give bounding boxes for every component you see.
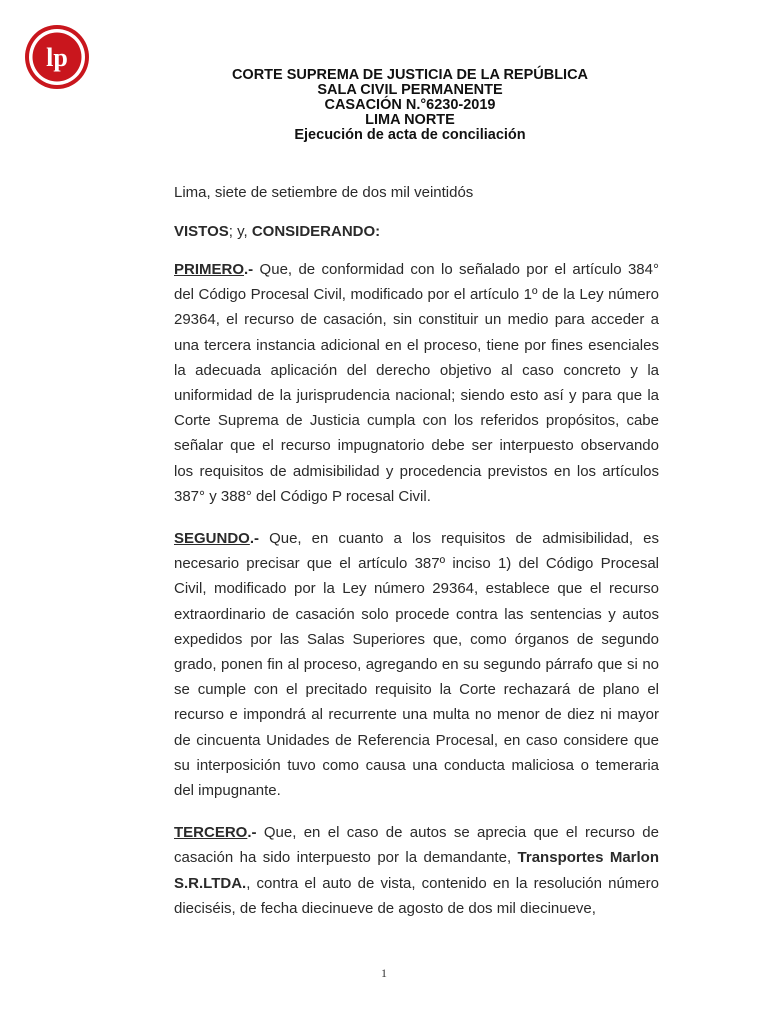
tercero-party-name: Transportes Marlon S.R.LTDA. xyxy=(174,849,660,892)
segundo-label: SEGUNDO xyxy=(174,530,250,548)
tercero-suffix: .- xyxy=(247,824,257,842)
vistos-label: VISTOS xyxy=(174,223,229,240)
page-number: 1 xyxy=(381,966,387,980)
considerando-label: CONSIDERANDO: xyxy=(251,223,381,240)
document-header xyxy=(0,68,768,143)
primero-text: Que, de conformidad con lo señalado por el artículo 384° del Código Procesal Civil, modificado por el artículo 1º de la Ley número 29364, el recurso de casación, sin constituir un medio para acceder a una tercera instancia adicional en el proceso, tiene por fines esenciales la adecuada aplicación del derecho objetivo al caso concreto y la uniformidad de la jurisprudencia nacional; siendo esto así y para que la Corte Suprema de Justicia cumpla con los referidos propósitos, cabe señalar que el recurso impugnatorio debe ser interpuesto observando los requisitos de admisibilidad y procedencia previstos en los artículos 387° y 388° del Código P rocesal Civil. xyxy=(174,261,659,505)
tercero-text-b: , contra el auto de vista, contenido en la resolución número dieciséis, de fecha diecinueve de agosto de dos mil diecinueve, xyxy=(174,874,659,917)
document-body xyxy=(174,183,659,938)
chamber-name: SALA CIVIL PERMANENTE xyxy=(317,82,503,98)
case-number: CASACIÓN N.°6230-2019 xyxy=(324,97,496,113)
paragraph-primero xyxy=(174,257,659,509)
primero-suffix: .- xyxy=(244,261,254,278)
vistos-connector: ; y, xyxy=(228,223,252,240)
court-name: CORTE SUPREMA DE JUSTICIA DE LA REPÚBLICA xyxy=(231,67,589,83)
segundo-text: Que, en cuanto a los requisitos de admisibilidad, es necesario precisar que el artículo 387º inciso 1) del Código Procesal Civil, modificado por la Ley número 29364, establece que el recurso extraordinario de casación solo procede contra las sentencias y autos expedidos por las Salas Superiores que, como órganos de segundo grado, ponen fin al proceso, agregando en su segundo párrafo que si no se cumple con el precitado requisito la Corte rechazará de plano el recurso e impondrá al recurrente una multa no menor de diez ni mayor de cincuenta Unidades de Referencia Procesal, en caso considere que su interposición tuvo como causa una conducta maliciosa o temeraria del impugnante. xyxy=(174,530,659,800)
tercero-label: TERCERO xyxy=(174,824,248,842)
case-subject: Ejecución de acta de conciliación xyxy=(294,127,526,143)
logo-text: lp xyxy=(46,43,68,72)
district: LIMA NORTE xyxy=(365,112,455,128)
paragraph-segundo xyxy=(174,526,659,803)
date-line: Lima, siete de setiembre de dos mil veintidós xyxy=(174,184,474,201)
primero-label: PRIMERO xyxy=(174,261,245,278)
segundo-suffix: .- xyxy=(249,530,260,548)
paragraph-tercero xyxy=(174,820,659,921)
tercero-text-a: Que, en el caso de autos se aprecia que el recurso de casación ha sido interpuesto por la demandante, xyxy=(174,824,659,867)
vistos-line xyxy=(174,222,659,242)
